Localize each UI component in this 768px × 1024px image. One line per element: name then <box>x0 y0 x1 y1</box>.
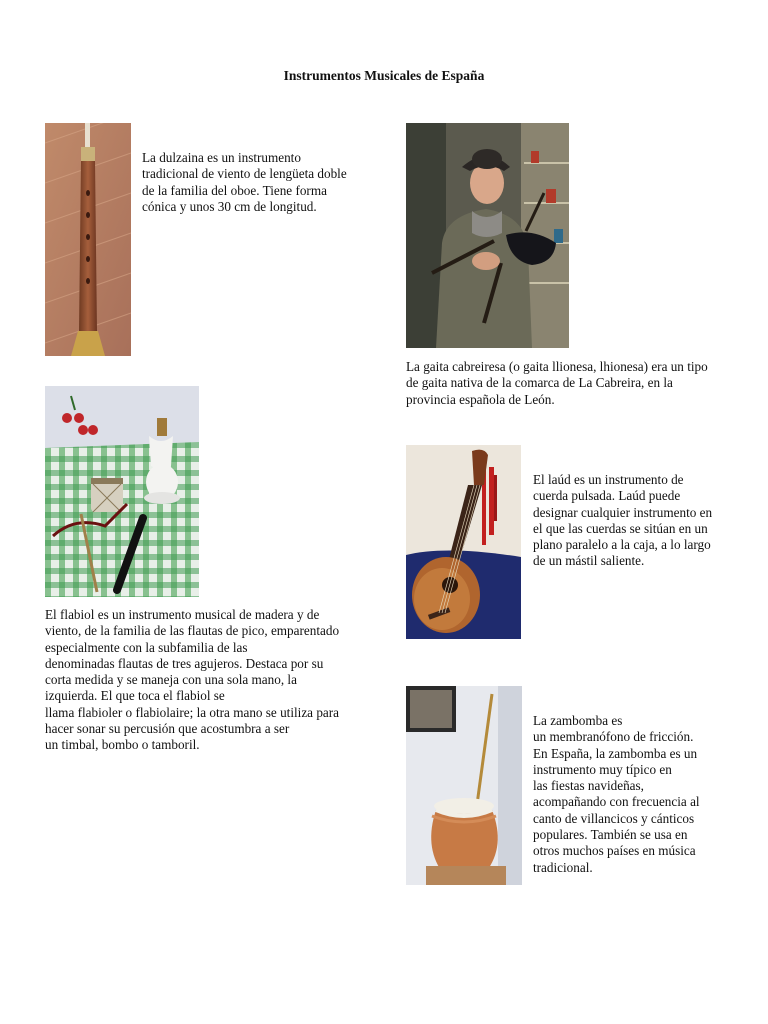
zambomba-description <box>533 713 700 876</box>
zambomba-line: La zambomba es <box>533 713 623 728</box>
laud-line: el que las cuerdas se sitúan en un <box>533 520 708 536</box>
zambomba-line: las fiestas navideñas, <box>533 778 644 794</box>
flabiol-line: corta medida y se maneja con una sola mano, la <box>45 672 297 688</box>
flabiol-line: El flabiol es un instrumento musical de madera y de <box>45 607 320 622</box>
zambomba-line: otros muchos países en música <box>533 843 696 859</box>
laud-description <box>533 472 712 570</box>
dulzaina-line: tradicional de viento de lengüeta doble <box>142 166 347 182</box>
gaita-photo <box>406 123 569 348</box>
flabiol-photo <box>45 386 199 597</box>
zambomba-line: tradicional. <box>533 859 593 875</box>
laud-line: El laúd es un instrumento de <box>533 472 684 487</box>
flabiol-line: llama flabioler o flabiolaire; la otra mano se utiliza para <box>45 704 340 720</box>
gaita-description <box>406 359 708 408</box>
dulzaina-photo <box>45 123 131 356</box>
zambomba-line: canto de villancicos y cánticos <box>533 810 695 826</box>
zambomba-photo <box>406 686 522 885</box>
flabiol-line: denominadas flautas de tres agujeros. Destaca por su <box>45 655 324 671</box>
laud-line: de un mástil saliente. <box>533 553 645 569</box>
zambomba-line: instrumento muy típico en <box>533 761 672 777</box>
laud-photo <box>406 445 521 639</box>
zambomba-line: un membranófono de fricción. <box>533 729 694 745</box>
flabiol-description <box>45 607 339 754</box>
dulzaina-line: cónica y unos 30 cm de longitud. <box>142 198 317 214</box>
zambomba-line: populares. También se usa en <box>533 827 688 843</box>
page-title: Instrumentos Musicales de España <box>283 68 485 83</box>
gaita-line: de gaita nativa de la comarca de La Cabreira, en la <box>406 375 673 391</box>
gaita-line: La gaita cabreiresa (o gaita llionesa, lhionesa) era un tipo <box>406 359 708 374</box>
laud-line: designar cualquier instrumento en <box>533 504 713 520</box>
zambomba-line: acompañando con frecuencia al <box>533 794 700 810</box>
gaita-line: provincia española de León. <box>406 391 555 407</box>
flabiol-line: viento, de la familia de las flautas de pico, emparentado <box>45 623 340 639</box>
laud-line: plano paralelo a la caja, a lo largo <box>533 537 711 553</box>
zambomba-line: En España, la zambomba es un <box>533 745 698 761</box>
flabiol-line: especialmente con la subfamilia de las <box>45 639 248 655</box>
flabiol-line: hacer sonar su percusión que acostumbra a ser <box>45 721 290 737</box>
dulzaina-description <box>142 150 347 215</box>
dulzaina-line: de la familia del oboe. Tiene forma <box>142 182 327 198</box>
flabiol-line: un timbal, bombo o tamboril. <box>45 737 200 753</box>
flabiol-line: izquierda. El que toca el flabiol se <box>45 688 225 704</box>
dulzaina-line: La dulzaina es un instrumento <box>142 150 301 165</box>
laud-line: cuerda pulsada. Laúd puede <box>533 488 681 504</box>
